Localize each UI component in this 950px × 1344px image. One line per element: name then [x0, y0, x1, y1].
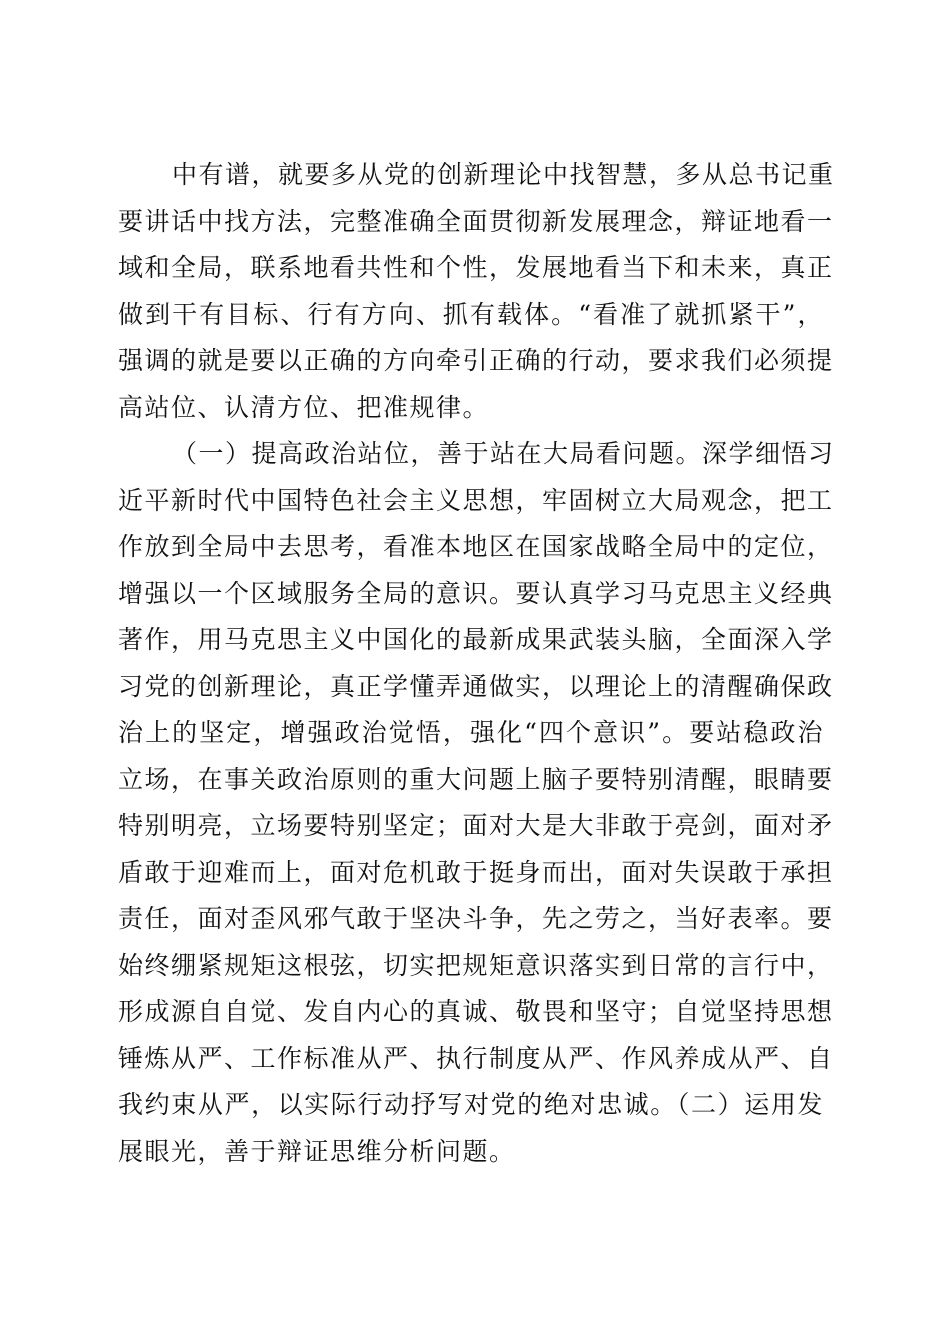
- text-line: 我约束从严，以实际行动抒写对党的绝对忠诚。（二）运用发: [118, 1090, 824, 1119]
- text-line: 责任，面对歪风邪气敢于坚决斗争，先之劳之，当好表率。要: [118, 904, 834, 933]
- text-line: 展眼光，善于辩证思维分析问题。: [118, 1136, 516, 1166]
- text-line: 域和全局，联系地看共性和个性，发展地看当下和未来，真正: [118, 253, 834, 282]
- text-line: 特别明亮，立场要特别坚定；面对大是大非敢于亮剑，面对矛: [118, 811, 834, 840]
- text-line: 习党的创新理论，真正学懂弄通做实，以理论上的清醒确保政: [118, 671, 834, 701]
- text-line: 治上的坚定，增强政治觉悟，强化“四个意识”。要站稳政治: [118, 718, 824, 747]
- text-line: 近平新时代中国特色社会主义思想，牢固树立大局观念，把工: [118, 485, 834, 515]
- text-line: 增强以一个区域服务全局的意识。要认真学习马克思主义经典: [118, 578, 834, 608]
- text-line: 作放到全局中去思考，看准本地区在国家战略全局中的定位，: [118, 532, 834, 561]
- text-line: 立场，在事关政治原则的重大问题上脑子要特别清醒，眼睛要: [118, 764, 834, 794]
- text-line: 高站位、认清方位、把准规律。: [118, 392, 490, 422]
- paragraph-2: [118, 431, 835, 1175]
- paragraph-1: [118, 152, 835, 431]
- text-line: 盾敢于迎难而上，面对危机敢于挺身而出，面对失误敢于承担: [118, 857, 834, 887]
- text-line: 做到干有目标、行有方向、抓有载体。“看准了就抓紧干”，: [118, 299, 824, 329]
- text-line: 锤炼从严、工作标准从严、执行制度从严、作风养成从严、自: [118, 1043, 834, 1073]
- text-line: 强调的就是要以正确的方向牵引正确的行动，要求我们必须提: [118, 346, 834, 375]
- text-line: 中有谱，就要多从党的创新理论中找智慧，多从总书记重: [172, 160, 835, 189]
- text-line: 要讲话中找方法，完整准确全面贯彻新发展理念，辩证地看一: [118, 206, 834, 236]
- text-line: 始终绷紧规矩这根弦，切实把规矩意识落实到日常的言行中，: [118, 950, 834, 980]
- document-body: [118, 152, 835, 1175]
- text-line: 著作，用马克思主义中国化的最新成果武装头脑，全面深入学: [118, 625, 834, 654]
- text-line: 形成源自自觉、发自内心的真诚、敬畏和坚守；自觉坚持思想: [118, 997, 834, 1026]
- text-line: （一）提高政治站位，善于站在大局看问题。深学细悟习: [172, 439, 835, 468]
